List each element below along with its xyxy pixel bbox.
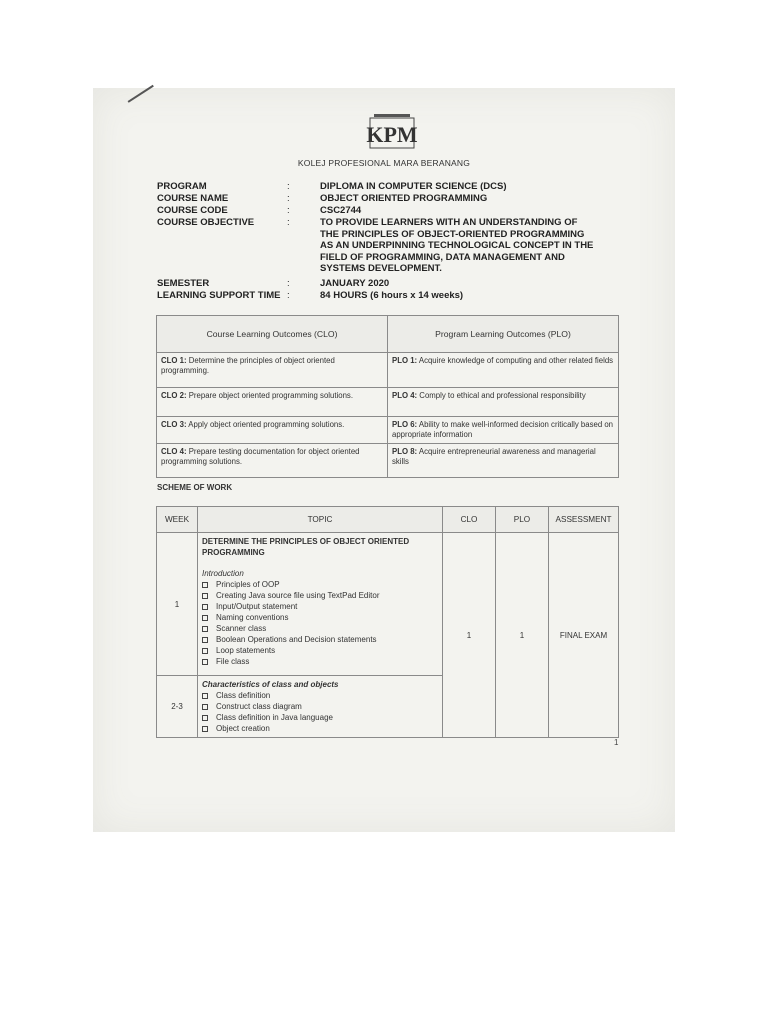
list-item: Class definition in Java language (202, 712, 438, 723)
learning-outcomes-table (156, 315, 619, 478)
info-value-course-name: OBJECT ORIENTED PROGRAMMING (320, 193, 488, 204)
info-label-course-objective: COURSE OBJECTIVE (157, 217, 255, 228)
plo-text: Acquire knowledge of computing and other related fields (417, 356, 614, 365)
clo-code: CLO 4: (161, 447, 187, 456)
week-header: WEEK (157, 507, 198, 533)
college-logo (366, 110, 418, 150)
checkbox-icon (202, 626, 208, 632)
clo-cell (157, 417, 388, 444)
plo-code: PLO 8: (392, 447, 418, 456)
plo-cell (388, 353, 619, 388)
list-item: Construct class diagram (202, 701, 438, 712)
clo-text: Apply object oriented programming solutions. (186, 420, 345, 429)
plo-cell (388, 444, 619, 478)
list-item: Creating Java source file using TextPad Editor (202, 590, 438, 601)
info-value-course-objective: TO PROVIDE LEARNERS WITH AN UNDERSTANDING OF THE PRINCIPLES OF OBJECT-ORIENTED PROGRAMMING AS AN UNDERPINNING TECHNOLOGICAL CONCEPT IN THE FIELD OF PROGRAMMING, DATA MANAGEMENT AND SYSTEMS DEVELOPMENT. (320, 217, 594, 274)
plo-col-header: PLO (496, 507, 549, 533)
page-number: 1 (614, 738, 619, 747)
scheme-of-work-table (156, 506, 619, 738)
main-topic: DETERMINE THE PRINCIPLES OF OBJECT ORIENTED PROGRAMMING (202, 537, 410, 557)
week-cell: 2-3 (157, 676, 198, 738)
scheme-of-work-title: SCHEME OF WORK (157, 483, 233, 492)
plo-code: PLO 4: (392, 391, 418, 400)
list-item: Class definition (202, 690, 438, 701)
info-colon: : (287, 290, 290, 301)
list-item: File class (202, 656, 438, 667)
checkbox-icon (202, 648, 208, 654)
clo-text: Determine the principles of object oriented programming. (161, 356, 335, 375)
checkbox-icon (202, 715, 208, 721)
table-row (157, 417, 619, 444)
clo-header: Course Learning Outcomes (CLO) (157, 316, 388, 353)
info-colon: : (287, 193, 290, 204)
checkbox-icon (202, 693, 208, 699)
clo-cell (157, 353, 388, 388)
plo-header: Program Learning Outcomes (PLO) (388, 316, 619, 353)
checkbox-icon (202, 582, 208, 588)
clo-cell (157, 444, 388, 478)
info-colon: : (287, 217, 290, 228)
svg-text:KPM: KPM (366, 122, 418, 147)
table-row (157, 533, 619, 676)
list-item: Naming conventions (202, 612, 438, 623)
clo-cell (157, 388, 388, 417)
clo-code: CLO 2: (161, 391, 187, 400)
list-item: Scanner class (202, 623, 438, 634)
clo-code: CLO 3: (161, 420, 187, 429)
info-value-course-code: CSC2744 (320, 205, 362, 216)
info-label-course-code: COURSE CODE (157, 205, 228, 216)
clo-code: CLO 1: (161, 356, 187, 365)
plo-cell (388, 388, 619, 417)
checkbox-icon (202, 637, 208, 643)
info-label-program: PROGRAM (157, 181, 207, 192)
assessment-value: FINAL EXAM (549, 533, 619, 738)
table-header-row (157, 316, 619, 353)
plo-code: PLO 6: (392, 420, 418, 429)
clo-text: Prepare testing documentation for object oriented programming solutions. (161, 447, 360, 466)
plo-text: Ability to make well-informed decision critically based on appropriate information (392, 420, 614, 439)
info-colon: : (287, 181, 290, 192)
table-row (157, 444, 619, 478)
info-colon: : (287, 278, 290, 289)
topic-cell (198, 676, 443, 738)
info-label-learning-support-time: LEARNING SUPPORT TIME (157, 290, 281, 301)
clo-text: Prepare object oriented programming solutions. (186, 391, 353, 400)
list-item: Input/Output statement (202, 601, 438, 612)
plo-cell (388, 417, 619, 444)
clo-col-header: CLO (443, 507, 496, 533)
info-label-semester: SEMESTER (157, 278, 210, 289)
checkbox-icon (202, 726, 208, 732)
checkbox-icon (202, 659, 208, 665)
plo-text: Acquire entrepreneurial awareness and managerial skills (392, 447, 596, 466)
info-value-program: DIPLOMA IN COMPUTER SCIENCE (DCS) (320, 181, 507, 192)
info-label-course-name: COURSE NAME (157, 193, 229, 204)
assessment-header: ASSESSMENT (549, 507, 619, 533)
checkbox-icon (202, 604, 208, 610)
section-title: Introduction (202, 569, 244, 578)
plo-code: PLO 1: (392, 356, 418, 365)
clo-value: 1 (443, 533, 496, 738)
info-value-learning-support-time: 84 HOURS (6 hours x 14 weeks) (320, 290, 464, 301)
topic-header: TOPIC (198, 507, 443, 533)
checkbox-icon (202, 615, 208, 621)
college-name: KOLEJ PROFESIONAL MARA BERANANG (297, 158, 471, 168)
info-colon: : (287, 205, 290, 216)
info-value-semester: JANUARY 2020 (320, 278, 390, 289)
week-cell: 1 (157, 533, 198, 676)
table-row (157, 388, 619, 417)
table-row (157, 353, 619, 388)
checkbox-icon (202, 593, 208, 599)
list-item: Object creation (202, 723, 438, 734)
table-header-row (157, 507, 619, 533)
checkbox-icon (202, 704, 208, 710)
section-title: Characteristics of class and objects (202, 680, 339, 689)
list-item: Boolean Operations and Decision statements (202, 634, 438, 645)
list-item: Loop statements (202, 645, 438, 656)
topic-cell (198, 533, 443, 676)
plo-text: Comply to ethical and professional responsibility (417, 391, 586, 400)
plo-value: 1 (496, 533, 549, 738)
list-item: Principles of OOP (202, 579, 438, 590)
